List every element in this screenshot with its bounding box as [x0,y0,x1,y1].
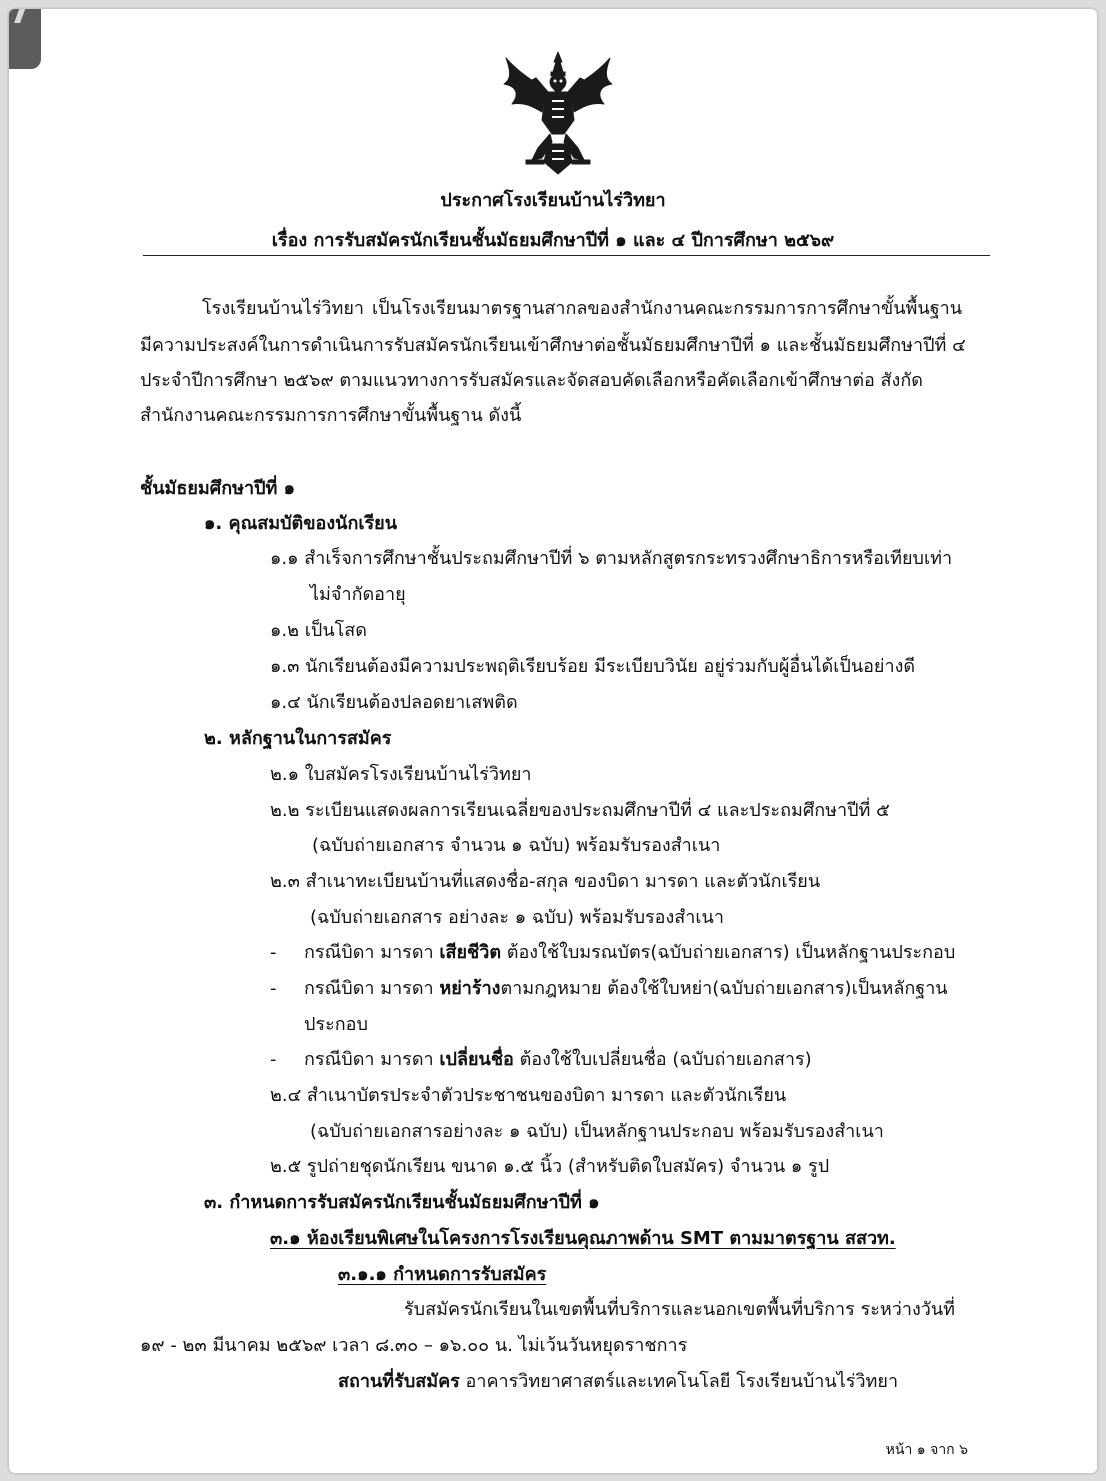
intro-line-3: ประจำปีการศึกษา ๒๕๖๙ ตามแนวทางการรับสมัครและจัดสอบคัดเลือกหรือคัดเลือกเข้าศึกษาต่อ สังกัด [140,370,923,391]
announcement-subject: เรื่อง การรับสมัครนักเรียนชั้นมัธยมศึกษาปีที่ ๑ และ ๔ ปีการศึกษา ๒๕๖๙ [271,230,835,251]
bullet-divorced-cont: ประกอบ [304,1014,368,1035]
item-3-1: ๓.๑ ห้องเรียนพิเศษในโครงการโรงเรียนคุณภาพด้าน SMT ตามมาตรฐาน สสวท. [270,1228,896,1249]
item-2-4: ๒.๔ สำเนาบัตรประจำตัวประชาชนของบิดา มารดา และตัวนักเรียน [270,1085,787,1106]
item-1-1-cont: ไม่จำกัดอายุ [310,584,406,605]
grade1-heading: ชั้นมัธยมศึกษาปีที่ ๑ [140,478,296,499]
intro-line-2: มีความประสงค์ในการดำเนินการรับสมัครนักเรียนเข้าศึกษาต่อชั้นมัธยมศึกษาปีที่ ๑ และชั้นมัธยมศึกษาปีที่ ๔ [140,335,966,356]
section-3-heading: ๓. กำหนดการรับสมัครนักเรียนชั้นมัธยมศึกษาปีที่ ๑ [204,1192,600,1213]
item-2-1: ๒.๑ ใบสมัครโรงเรียนบ้านไร่วิทยา [270,764,532,785]
bullet-name-change: กรณีบิดา มารดา เปลี่ยนชื่อ ต้องใช้ใบเปลี่ยนชื่อ (ฉบับถ่ายเอกสาร) [304,1049,812,1070]
item-1-1: ๑.๑ สำเร็จการศึกษาชั้นประถมศึกษาปีที่ ๖ ตามหลักสูตรกระทรวงศึกษาธิการหรือเทียบเท่า [270,548,953,569]
intro-line-4: สำนักงานคณะกรรมการการศึกษาขั้นพื้นฐาน ดังนี้ [140,405,522,426]
header-divider [143,255,990,256]
intro-line-1a: โรงเรียนบ้านไร่วิทยา [202,298,364,319]
bullet-divorced: กรณีบิดา มารดา หย่าร้างตามกฎหมาย ต้องใช้ใบหย่า(ฉบับถ่ายเอกสาร)เป็นหลักฐาน [304,978,948,999]
announcement-title: ประกาศโรงเรียนบ้านไร่วิทยา [440,190,666,211]
registration-line-2: ๑๙ - ๒๓ มีนาคม ๒๕๖๙ เวลา ๘.๓๐ – ๑๖.๐๐ น. ไม่เว้นวันหยุดราชการ [140,1335,688,1356]
registration-line-1: รับสมัครนักเรียนในเขตพื้นที่บริการและนอกเขตพื้นที่บริการ ระหว่างวันที่ [404,1299,956,1320]
item-3-1-1: ๓.๑.๑ กำหนดการรับสมัคร [338,1264,547,1285]
item-1-3: ๑.๓ นักเรียนต้องมีความประพฤติเรียบร้อย มีระเบียบวินัย อยู่ร่วมกับผู้อื่นได้เป็นอย่างดี [270,656,916,677]
item-2-5: ๒.๕ รูปถ่ายชุดนักเรียน ขนาด ๑.๕ นิ้ว (สำหรับติดใบสมัคร) จำนวน ๑ รูป [270,1156,830,1177]
item-1-4: ๑.๔ นักเรียนต้องปลอดยาเสพติด [270,692,518,713]
bullet-deceased: กรณีบิดา มารดา เสียชีวิต ต้องใช้ใบมรณบัตร(ฉบับถ่ายเอกสาร) เป็นหลักฐานประกอบ [304,942,956,963]
item-2-3-cont: (ฉบับถ่ายเอกสาร อย่างละ ๑ ฉบับ) พร้อมรับรองสำเนา [310,907,724,928]
item-2-3: ๒.๓ สำเนาทะเบียนบ้านที่แสดงชื่อ-สกุล ของบิดา มารดา และตัวนักเรียน [270,871,821,892]
garuda-emblem [502,50,614,178]
section-2-heading: ๒. หลักฐานในการสมัคร [204,728,392,749]
item-2-4-cont: (ฉบับถ่ายเอกสารอย่างละ ๑ ฉบับ) เป็นหลักฐานประกอบ พร้อมรับรองสำเนา [310,1121,884,1142]
registration-place: สถานที่รับสมัคร อาคารวิทยาศาสตร์และเทคโนโลยี โรงเรียนบ้านไร่วิทยา [338,1371,899,1392]
bullet-dash-2: - [270,978,277,999]
corner-tab [9,9,41,69]
item-1-2: ๑.๒ เป็นโสด [270,620,367,641]
page-number: หน้า ๑ จาก ๖ [885,1442,968,1458]
item-2-2: ๒.๒ ระเบียนแสดงผลการเรียนเฉลี่ยของประถมศึกษาปีที่ ๔ และประถมศึกษาปีที่ ๕ [270,800,890,821]
intro-line-1b: เป็นโรงเรียนมาตรฐานสากลของสำนักงานคณะกรรมการการศึกษาขั้นพื้นฐาน [372,298,963,319]
item-2-2-cont: (ฉบับถ่ายเอกสาร จำนวน ๑ ฉบับ) พร้อมรับรองสำเนา [312,835,721,856]
bullet-dash-1: - [270,942,277,963]
section-1-heading: ๑. คุณสมบัติของนักเรียน [204,513,398,534]
bullet-dash-3: - [270,1049,277,1070]
